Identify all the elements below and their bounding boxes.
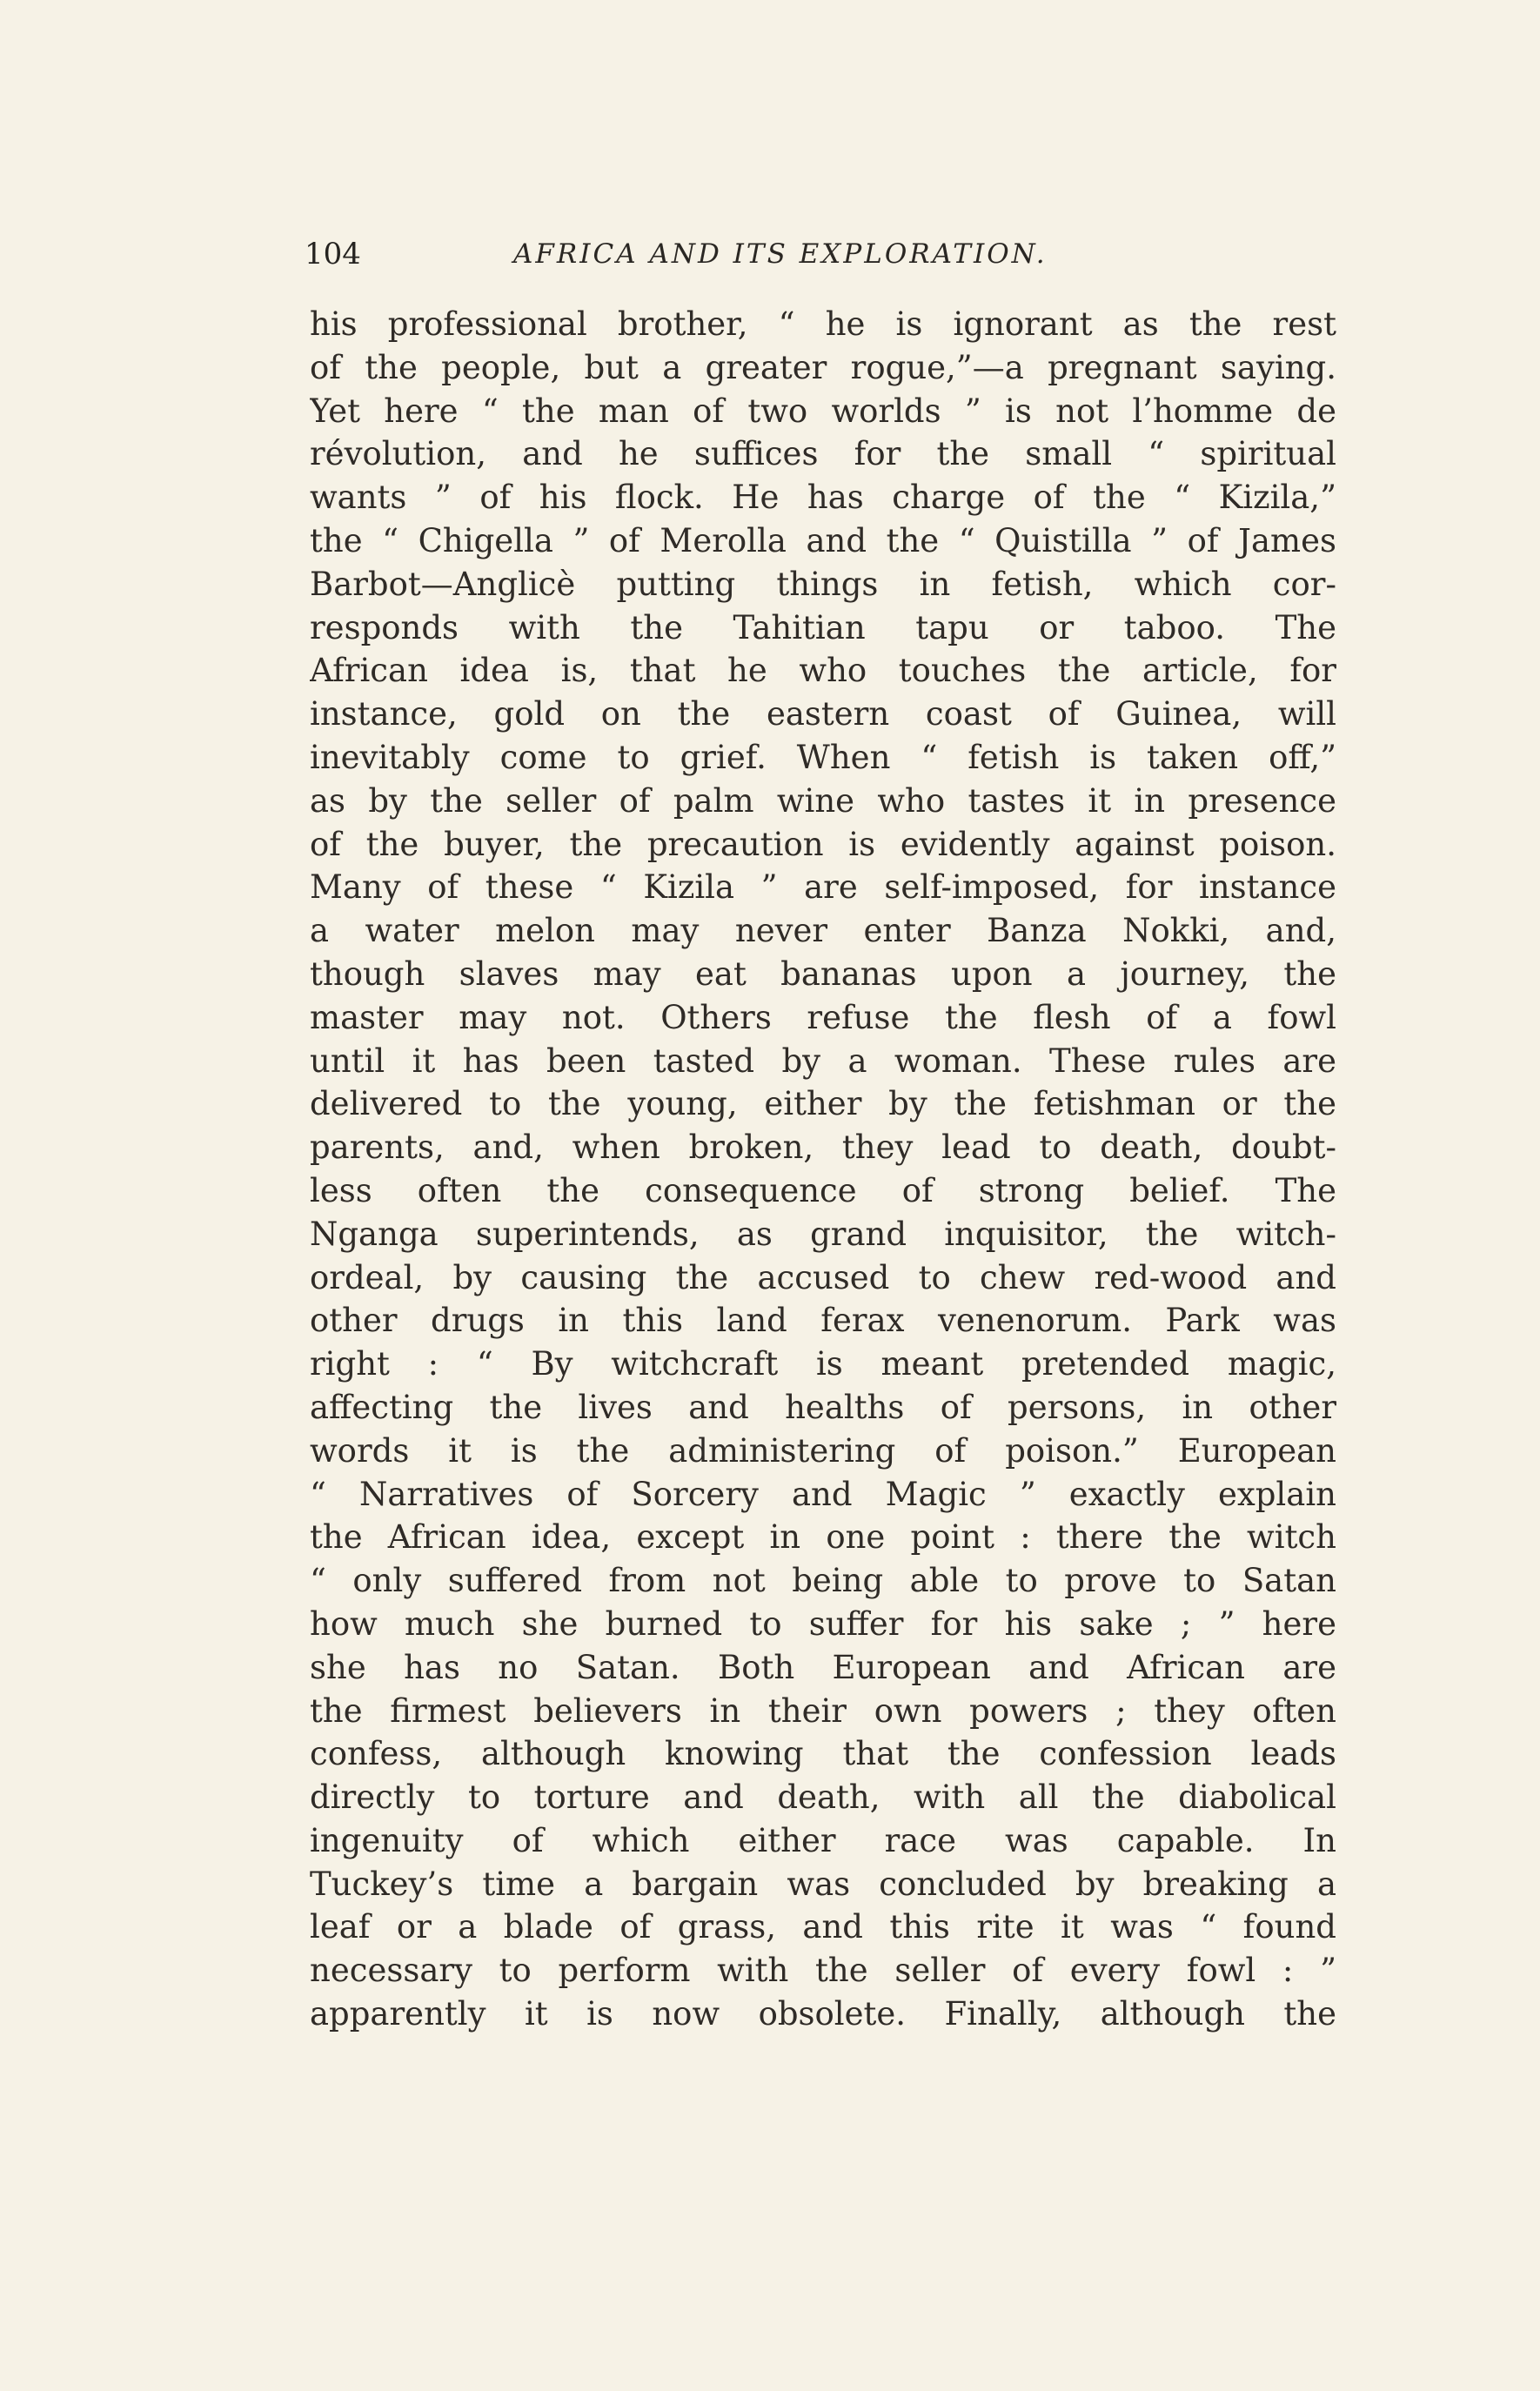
text-line: the “ Chigella ” of Merolla and the “ Quistilla ” of James: [310, 521, 1336, 559]
page-number: 104: [305, 237, 361, 271]
text-line: of the buyer, the precaution is evidently against poison.: [310, 825, 1336, 863]
text-line: responds with the Tahitian tapu or taboo. The: [310, 608, 1336, 646]
text-line: ingenuity of which either race was capable. In: [310, 1821, 1336, 1859]
text-line: Barbot—Anglicè putting things in fetish, which cor-: [310, 565, 1336, 603]
text-line: of the people, but a greater rogue,”—a pregnant saying.: [310, 348, 1336, 386]
text-line: the firmest believers in their own powers ; they often: [310, 1691, 1336, 1730]
text-line: “ Narratives of Sorcery and Magic ” exactly explain: [310, 1475, 1336, 1513]
text-line: words it is the administering of poison.” European: [310, 1431, 1336, 1470]
text-line: African idea is, that he who touches the article, for: [310, 652, 1336, 690]
text-line: his professional brother, “ he is ignorant as the rest: [310, 305, 1336, 343]
text-line: Tuckey’s time a bargain was concluded by breaking a: [310, 1865, 1336, 1903]
text-line: apparently it is now obsolete. Finally, although the: [310, 1995, 1336, 2033]
text-line: as by the seller of palm wine who tastes it in presence: [310, 781, 1336, 820]
text-line: delivered to the young, either by the fetishman or the: [310, 1085, 1336, 1123]
text-line: Nganga superintends, as grand inquisitor, the witch-: [310, 1215, 1336, 1253]
text-line: inevitably come to grief. When “ fetish is taken off,”: [310, 738, 1336, 776]
text-line: the African idea, except in one point : there the witch: [310, 1518, 1336, 1557]
page-header: [305, 237, 1331, 289]
text-line: Many of these “ Kizila ” are self-imposed, for instance: [310, 868, 1336, 907]
text-line: Yet here “ the man of two worlds ” is not l’homme de: [310, 392, 1336, 430]
text-line: how much she burned to suffer for his sake ; ” here: [310, 1604, 1336, 1643]
text-line: until it has been tasted by a woman. These rules are: [310, 1041, 1336, 1080]
text-line: affecting the lives and healths of persons, in other: [310, 1388, 1336, 1426]
text-line: less often the consequence of strong belief. The: [310, 1171, 1336, 1209]
text-line: she has no Satan. Both European and African are: [310, 1648, 1336, 1686]
text-line: ordeal, by causing the accused to chew red-wood and: [310, 1258, 1336, 1296]
text-line: directly to torture and death, with all the diabolical: [310, 1778, 1336, 1817]
text-line: necessary to perform with the seller of every fowl : ”: [310, 1952, 1336, 1990]
body-paragraph: [310, 303, 1336, 2036]
text-line: other drugs in this land ferax venenorum. Park was: [310, 1302, 1336, 1340]
text-line: right : “ By witchcraft is meant pretended magic,: [310, 1345, 1336, 1383]
text-line: “ only suffered from not being able to prove to Satan: [310, 1562, 1336, 1600]
running-title: AFRICA AND ITS EXPLORATION.: [513, 238, 1048, 270]
text-line: leaf or a blade of grass, and this rite it was “ found: [310, 1908, 1336, 1946]
text-line: a water melon may never enter Banza Nokki, and,: [310, 912, 1336, 950]
text-line: parents, and, when broken, they lead to death, doubt-: [310, 1129, 1336, 1167]
text-line: wants ” of his flock. He has charge of the “ Kizila,”: [310, 479, 1336, 517]
text-line: master may not. Others refuse the flesh of a fowl: [310, 998, 1336, 1036]
text-line: though slaves may eat bananas upon a journey, the: [310, 954, 1336, 993]
text-line: révolution, and he suffices for the small “ spiritual: [310, 435, 1336, 473]
text-line: confess, although knowing that the confession leads: [310, 1735, 1336, 1773]
text-line: instance, gold on the eastern coast of Guinea, will: [310, 695, 1336, 733]
